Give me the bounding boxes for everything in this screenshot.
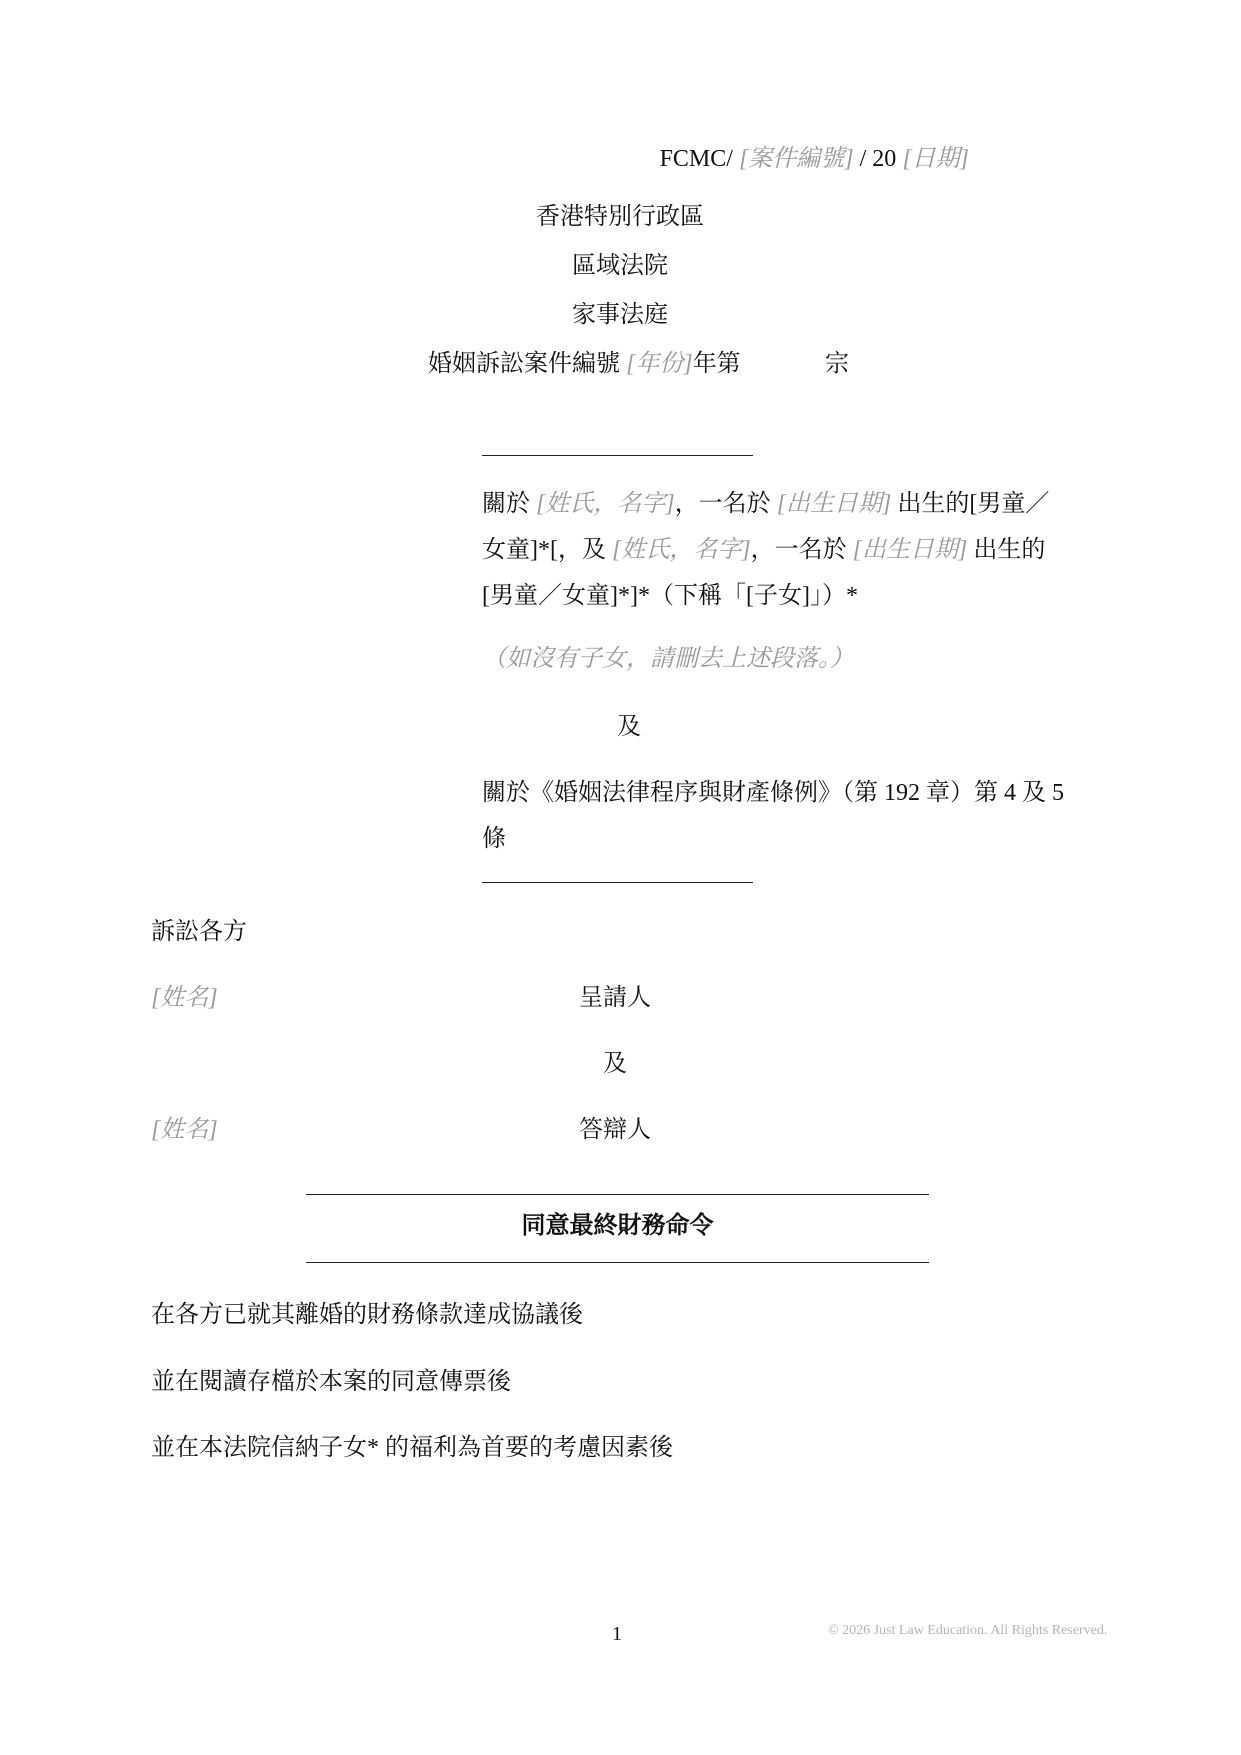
deletion-note: （如沒有子女，請刪去上述段落。） [482, 646, 854, 672]
ordinance-reference: 關於《婚姻法律程序與財產條例》（第 192 章）第 4 及 5 條 [482, 780, 1064, 852]
petitioner-role: 呈請人 [579, 985, 651, 1011]
matter-line-1 [482, 481, 1082, 527]
case-line-prefix: 婚姻訴訟案件編號 [428, 351, 620, 377]
title-rule-bottom [306, 1262, 929, 1263]
divider-short-top [482, 455, 753, 456]
matter-text: ，一名於 [674, 491, 771, 517]
matter-line-3 [482, 573, 1082, 619]
child-dob-placeholder-2: [出生日期] [852, 537, 968, 563]
order-title: 同意最終財務命令 [521, 1213, 714, 1239]
case-line-mid: 年第 [692, 351, 741, 377]
child-dob-placeholder-1: [出生日期] [776, 491, 892, 517]
court-region-text: 香港特別行政區 [536, 204, 704, 230]
matter-text: 出生的[男童／ [897, 491, 1050, 517]
case-prefix: FCMC/ [659, 146, 733, 172]
year-placeholder: [年份] [626, 351, 693, 377]
copyright-notice: © 2026 Just Law Education. All Rights Reserved. [828, 1623, 1108, 1638]
divider-short-bottom [482, 882, 753, 883]
title-rule-top [306, 1194, 929, 1195]
respondent-role: 答辯人 [579, 1117, 651, 1143]
child-name-placeholder-2: [姓氏，名字] [611, 537, 751, 563]
matter-paragraph [482, 481, 1082, 619]
court-division [420, 299, 820, 331]
page-number: 1 [612, 1623, 622, 1645]
child-name-placeholder-1: [姓氏，名字] [536, 491, 675, 517]
matter-text: ，一名於 [750, 537, 847, 563]
matter-text: 女童]*[，及 [482, 537, 606, 563]
respondent-name-placeholder: [姓名] [151, 1117, 218, 1143]
case-line-suffix: 宗 [825, 351, 849, 377]
matter-text: [男童／女童]*]*（下稱「[子女]」）* [482, 583, 858, 609]
court-name-text: 區域法院 [572, 253, 668, 279]
recital-consent-summons: 並在閱讀存檔於本案的同意傳票後 [151, 1369, 511, 1395]
matter-text: 關於 [482, 491, 530, 517]
court-division-text: 家事法庭 [572, 302, 668, 328]
matter-line-2 [482, 527, 1082, 573]
court-region [420, 201, 820, 233]
court-name [420, 250, 820, 282]
and-connector: 及 [617, 714, 641, 740]
parties-and: 及 [603, 1051, 627, 1077]
matter-text: 出生的 [973, 537, 1046, 563]
case-reference [660, 143, 969, 175]
recital-agreement: 在各方已就其離婚的財務條款達成協議後 [151, 1302, 583, 1328]
recital-child-welfare: 並在本法院信納子女* 的福利為首要的考慮因素後 [151, 1435, 673, 1461]
year-separator: / 20 [859, 146, 897, 172]
petitioner-name-placeholder: [姓名] [151, 985, 218, 1011]
case-number-line [428, 348, 741, 380]
parties-heading: 訴訟各方 [151, 919, 247, 945]
case-number-placeholder: [案件編號] [738, 146, 854, 172]
date-placeholder: [日期] [902, 146, 969, 172]
